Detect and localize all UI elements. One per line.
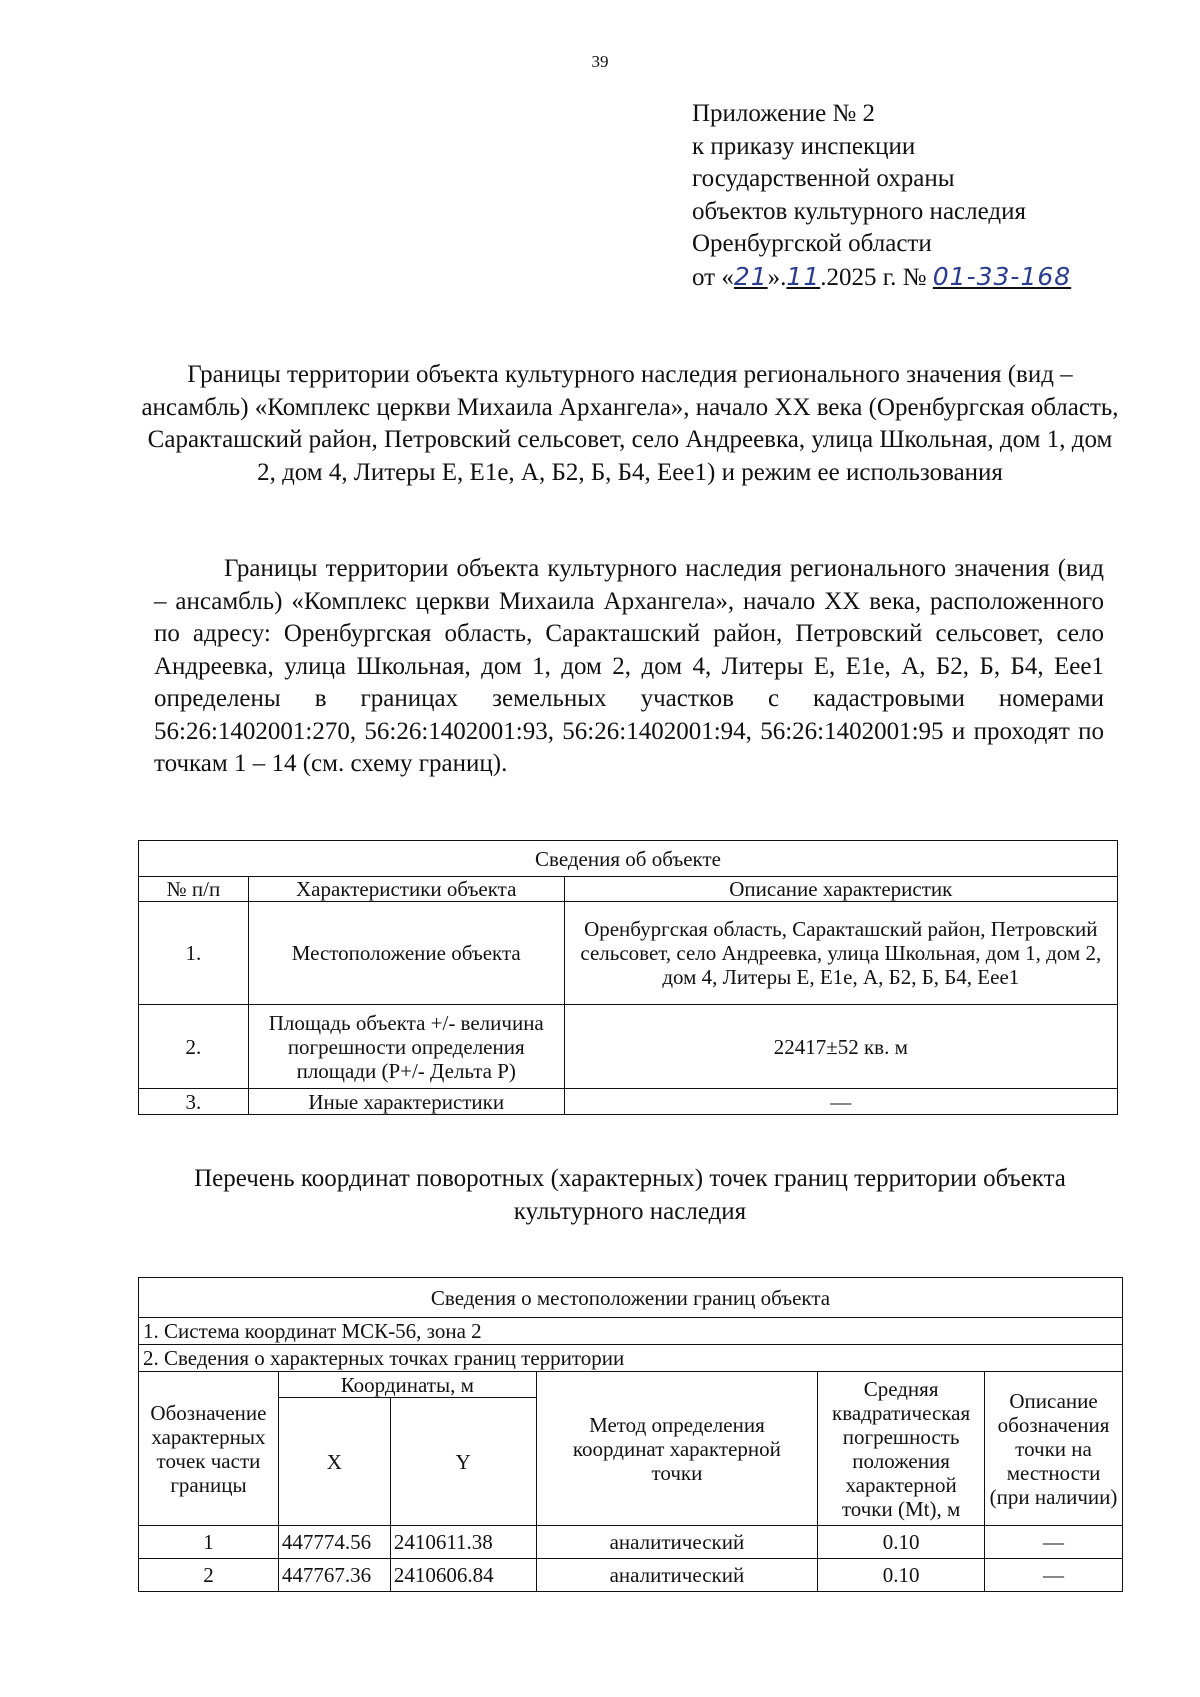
header-x: X — [278, 1398, 390, 1526]
point-y: 2410611.38 — [390, 1526, 536, 1559]
point-x: 447767.36 — [278, 1559, 390, 1592]
point-x: 447774.56 — [278, 1526, 390, 1559]
handwritten-month: 11 — [786, 261, 821, 291]
row-number: 3. — [139, 1089, 249, 1115]
header-description: Описание характеристик — [564, 877, 1117, 902]
table-row — [139, 1089, 1118, 1115]
appendix-line: Приложение № 2 — [692, 100, 876, 127]
date-prefix: от « — [692, 263, 734, 291]
coordinates-table — [138, 1277, 1123, 1592]
point-description: — — [985, 1526, 1123, 1559]
coordinate-system: 1. Система координат МСК-56, зона 2 — [139, 1318, 1123, 1345]
table-row — [139, 1005, 1118, 1089]
appendix-line: Оренбургской области — [692, 230, 932, 257]
handwritten-order-number: 01-33-168 — [932, 261, 1072, 291]
object-info-table — [138, 840, 1118, 1115]
point-y: 2410606.84 — [390, 1559, 536, 1592]
table-row — [139, 1559, 1123, 1592]
row-name: Местоположение объекта — [248, 902, 564, 1005]
header-coordinates: Координаты, м — [278, 1372, 536, 1398]
row-number: 2. — [139, 1005, 249, 1089]
appendix-line: государственной охраны — [692, 165, 955, 192]
order-date-line — [692, 261, 1172, 295]
point-id: 1 — [139, 1526, 279, 1559]
row-value: — — [564, 1089, 1117, 1115]
point-method: аналитический — [536, 1526, 817, 1559]
point-method: аналитический — [536, 1559, 817, 1592]
header-characteristic: Характеристики объекта — [248, 877, 564, 902]
table-row — [139, 1526, 1123, 1559]
header-point-description: Описание обозначения точки на местности (при наличии) — [985, 1372, 1123, 1526]
header-error: Средняя квадратическая погрешность положения характерной точки (Mt), м — [818, 1372, 985, 1526]
coords-table-caption: Сведения о местоположении границ объекта — [139, 1278, 1123, 1318]
point-id: 2 — [139, 1559, 279, 1592]
body-paragraph: Границы территории объекта культурного наследия регионального значения (вид – ансамбль) «Комплекс церкви Михаила Архангела», начало XX века, расположенного по адресу: Оренбургская область, Саракташский район, Петровский сельсовет, село Андреевка, улица Школьная, дом 1, дом 2, дом 4, Литеры Е, Е1е, А, Б2, Б, Б4, Еее1 определены в границах земельных участков с кадастровыми номерами 56:26:1402001:270, 56:26:1402001:93, 56:26:1402001:94, 56:26:1402001:95 и проходят по точкам 1 – 14 (см. схему границ). — [154, 555, 1104, 777]
appendix-block — [692, 98, 1172, 294]
row-name: Иные характеристики — [248, 1089, 564, 1115]
row-value: 22417±52 кв. м — [564, 1005, 1117, 1089]
header-y: Y — [390, 1398, 536, 1526]
header-number: № п/п — [139, 877, 249, 902]
date-year: .2025 г. № — [820, 263, 927, 291]
coordinates-section-title: Перечень координат поворотных (характерных) точек границ территории объекта культурного наследия — [194, 1165, 1066, 1225]
points-caption: 2. Сведения о характерных точках границ территории — [139, 1345, 1123, 1372]
header-method: Метод определения координат характерной точки — [536, 1372, 817, 1526]
point-error: 0.10 — [818, 1526, 985, 1559]
page-number: 39 — [591, 52, 609, 71]
date-mid: ». — [767, 263, 787, 291]
row-value: Оренбургская область, Саракташский район, Петровский сельсовет, село Андреевка, улица Школьная, дом 1, дом 2, дом 4, Литеры Е, Е1е, А, Б2, Б, Б4, Еее1 — [564, 902, 1117, 1005]
point-error: 0.10 — [818, 1559, 985, 1592]
appendix-line: объектов культурного наследия — [692, 197, 1026, 225]
row-name: Площадь объекта +/- величина погрешности определения площади (P+/- Дельта P) — [248, 1005, 564, 1089]
row-number: 1. — [139, 902, 249, 1005]
handwritten-day: 21 — [733, 261, 768, 291]
object-table-caption: Сведения об объекте — [139, 841, 1118, 877]
document-title: Границы территории объекта культурного наследия регионального значения (вид – ансамбль) «Комплекс церкви Михаила Архангела», начало XX века (Оренбургская область, Саракташский район, Петровский сельсовет, село Андреевка, улица Школьная, дом 1, дом 2, дом 4, Литеры Е, Е1е, А, Б2, Б, Б4, Еее1) и режим ее использования — [141, 361, 1119, 486]
appendix-line: к приказу инспекции — [692, 132, 916, 160]
header-designation: Обозначение характерных точек части границы — [139, 1372, 279, 1526]
point-description: — — [985, 1559, 1123, 1592]
table-row — [139, 902, 1118, 1005]
